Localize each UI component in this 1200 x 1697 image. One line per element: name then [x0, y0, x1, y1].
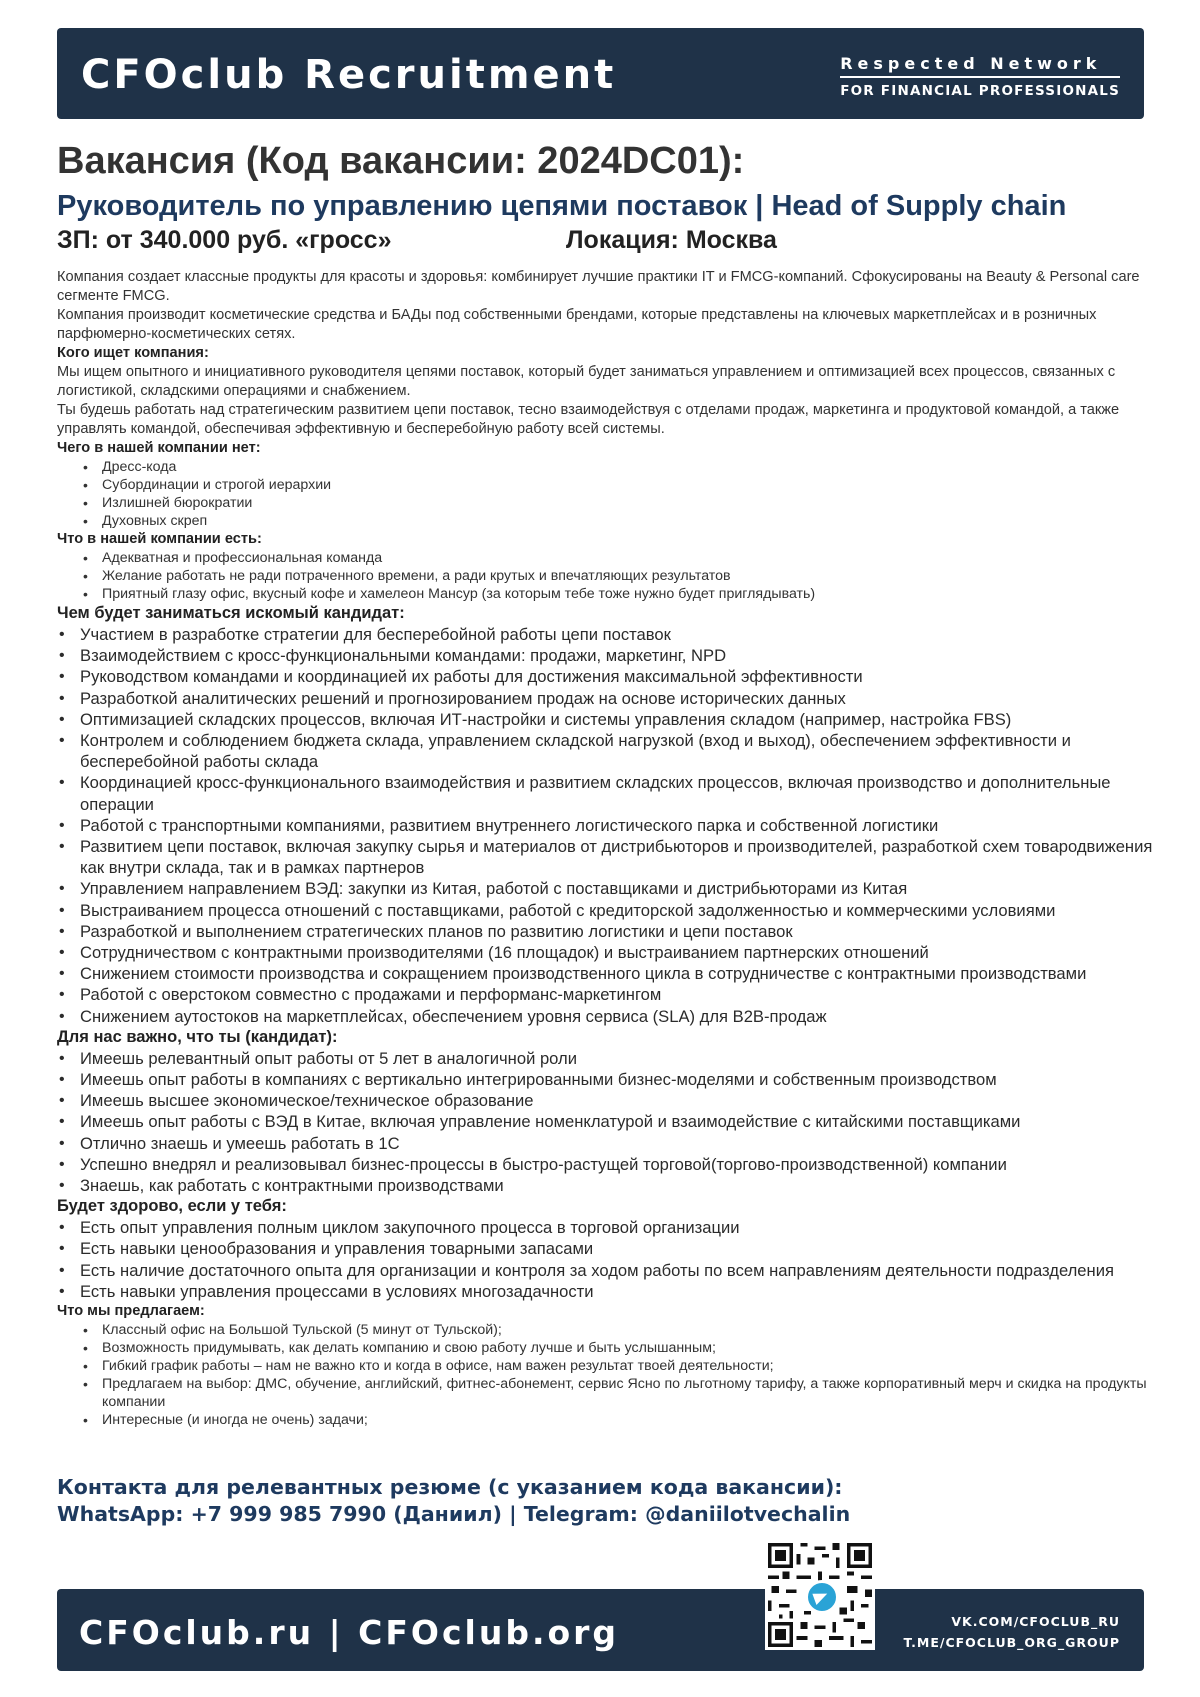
contact-line[interactable]: WhatsApp: +7 999 985 7990 (Даниил) | Telegram: @daniilotvechalin — [57, 1502, 851, 1526]
duties-heading: Чем будет заниматься искомый кандидат: — [57, 604, 405, 622]
list-item: • Есть навыки управления процессами в условиях многозадачности — [57, 1281, 1167, 1302]
list-item: • Сотрудничеством с контрактными производителями (16 площадок) и выстраиванием партнерских отношений — [57, 942, 1167, 963]
list-item: • Духовных скреп — [57, 512, 1167, 530]
list-item: • Работой с оверстоком совместно с продажами и перформанс-маркетингом — [57, 984, 1167, 1005]
offer-list — [57, 1321, 1167, 1429]
list-item: • Разработкой аналитических решений и прогнозированием продаж на основе исторических данных — [57, 688, 1167, 709]
list-item: • Имеешь опыт работы в компаниях с вертикально интегрированными бизнес-моделями и собственным производством — [57, 1069, 1167, 1090]
list-item: • Дресс-кода — [57, 458, 1167, 476]
list-item: • Желание работать не ради потраченного времени, а ради крутых и впечатляющих результатов — [57, 567, 1167, 585]
duties-list — [57, 624, 1167, 1027]
intro-paragraph: Компания производит косметические средства и БАДы под собственными брендами, которые представлены на ключевых маркетплейсах и в розничных парфюмерно-косметических сетях. — [57, 307, 1097, 342]
footer-link-vk[interactable]: VK.COM/CFOCLUB_RU — [951, 1614, 1120, 1629]
list-item: • Классный офис на Большой Тульской (5 минут от Тульской); — [57, 1321, 1167, 1339]
footer-banner — [57, 1589, 1144, 1671]
list-item: • Адекватная и профессиональная команда — [57, 549, 1167, 567]
vacancy-salary: ЗП: от 340.000 руб. «гросс» — [57, 226, 392, 254]
nice-to-have-list — [57, 1217, 1167, 1302]
list-item: • Есть опыт управления полным циклом закупочного процесса в торговой организации — [57, 1217, 1167, 1238]
list-item: • Выстраиванием процесса отношений с поставщиками, работой с кредиторской задолженностью и коммерческими условиями — [57, 900, 1167, 921]
footer-link-telegram[interactable]: T.ME/CFOCLUB_ORG_GROUP — [903, 1635, 1120, 1650]
list-item: • Снижением стоимости производства и сокращением производственного цикла в сотрудничестве с контрактными производствами — [57, 963, 1167, 984]
tagline-line2: FOR FINANCIAL PROFESSIONALS — [840, 83, 1120, 99]
intro-paragraph: Компания создает классные продукты для красоты и здоровья: комбинирует лучшие практики IT и FMCG-компаний. Сфокусированы на Beauty & Personal care сегменте FMCG. — [57, 269, 1140, 304]
list-item: • Предлагаем на выбор: ДМС, обучение, английский, фитнес-абонемент, сервис Ясно по льготному тарифу, а также корпоративный мерч и скидка на продукты компании — [57, 1375, 1167, 1411]
footer-links — [904, 1611, 1120, 1653]
list-item: • Участием в разработке стратегии для бесперебойной работы цепи поставок — [57, 624, 1167, 645]
nice-to-have-heading: Будет здорово, если у тебя: — [57, 1197, 287, 1216]
vacancy-location: Локация: Москва — [566, 226, 777, 254]
list-item: • Имеешь высшее экономическое/техническое образование — [57, 1090, 1167, 1111]
list-item: • Есть наличие достаточного опыта для организации и контроля за ходом работы по всем направлениям деятельности подразделения — [57, 1260, 1167, 1281]
header-banner — [57, 28, 1144, 119]
list-item: • Руководством командами и координацией их работы для достижения максимальной эффективности — [57, 666, 1167, 687]
who-paragraph: Ты будешь работать над стратегическим развитием цепи поставок, тесно взаимодействуя с отделами продаж, маркетинга и продуктовой командой, а также управлять командой, обеспечивая эффективную и бесперебойную работу всей системы. — [57, 402, 1120, 437]
list-item: • Оптимизацией складских процессов, включая ИТ-настройки и системы управления складом (например, настройка FBS) — [57, 709, 1167, 730]
tagline-line1: Respected Network — [840, 54, 1120, 78]
contact-line: Контакта для релевантных резюме (с указанием кода вакансии): — [57, 1475, 843, 1499]
list-item: • Снижением аутостоков на маркетплейсах, обеспечением уровня сервиса (SLA) для B2B-продаж — [57, 1006, 1167, 1027]
list-item: • Имеешь опыт работы с ВЭД в Китае, включая управление номенклатурой и взаимодействие с китайскими поставщиками — [57, 1111, 1167, 1132]
list-item: • Интересные (и иногда не очень) задачи; — [57, 1411, 1167, 1429]
requirements-list — [57, 1048, 1167, 1196]
requirements-heading: Для нас важно, что ты (кандидат): — [57, 1027, 338, 1046]
list-item: • Возможность придумывать, как делать компанию и свою работу лучше и быть услышанным; — [57, 1339, 1167, 1357]
list-item: • Работой с транспортными компаниями, развитием внутреннего логистического парка и собственной логистики — [57, 815, 1167, 836]
who-paragraph: Мы ищем опытного и инициативного руководителя цепями поставок, который будет заниматься управлением и оптимизацией всех процессов, связанных с логистикой, складскими операциями и снабжением. — [57, 364, 1116, 399]
list-item: • Гибкий график работы – нам не важно кто и когда в офисе, нам важен результат твоей деятельности; — [57, 1357, 1167, 1375]
vacancy-body — [57, 268, 1167, 1429]
in-company-heading: Что в нашей компании есть: — [57, 531, 262, 547]
vacancy-title: Вакансия (Код вакансии: 2024DC01): — [57, 140, 745, 182]
list-item: • Взаимодействием с кросс-функциональными командами: продажи, маркетинг, NPD — [57, 645, 1167, 666]
tagline — [840, 54, 1120, 99]
list-item: • Развитием цепи поставок, включая закупку сырья и материалов от дистрибьюторов и производителей, разработкой схем товародвижения как внутри склада, так и в рамках партнеров — [57, 836, 1167, 878]
list-item: • Субординации и строгой иерархии — [57, 476, 1167, 494]
vacancy-position: Руководитель по управлению цепями поставок | Head of Supply chain — [57, 190, 1067, 222]
list-item: • Приятный глазу офис, вкусный кофе и хамелеон Мансур (за которым тебе тоже нужно будет приглядывать) — [57, 585, 1167, 603]
who-heading: Кого ищет компания: — [57, 345, 209, 361]
footer-sites[interactable]: CFOclub.ru | CFOclub.org — [79, 1613, 620, 1652]
list-item: • Есть навыки ценообразования и управления товарными запасами — [57, 1238, 1167, 1259]
list-item: • Контролем и соблюдением бюджета склада, управлением складской нагрузкой (вход и выход), обеспечением эффективности и бесперебойной работы склада — [57, 730, 1167, 772]
list-item: • Излишней бюрократии — [57, 494, 1167, 512]
list-item: • Успешно внедрял и реализовывал бизнес-процессы в быстро-растущей торговой(торгово-производственной) компании — [57, 1154, 1167, 1175]
list-item: • Знаешь, как работать с контрактными производствами — [57, 1175, 1167, 1196]
list-item: • Отлично знаешь и умеешь работать в 1С — [57, 1133, 1167, 1154]
in-company-list — [57, 549, 1167, 603]
telegram-icon — [805, 1580, 839, 1614]
brand-logo: CFOclub Recruitment — [81, 52, 617, 98]
contact-block — [57, 1474, 850, 1528]
list-item: • Разработкой и выполнением стратегических планов по развитию логистики и цепи поставок — [57, 921, 1167, 942]
offer-heading: Что мы предлагаем: — [57, 1303, 205, 1320]
list-item: • Имеешь релевантный опыт работы от 5 лет в аналогичной роли — [57, 1048, 1167, 1069]
not-in-company-list — [57, 458, 1167, 530]
list-item: • Координацией кросс-функционального взаимодействия и развитием складских процессов, включая производство и дополнительные операции — [57, 772, 1167, 814]
list-item: • Управлением направлением ВЭД: закупки из Китая, работой с поставщиками и дистрибьюторами из Китая — [57, 878, 1167, 899]
not-in-company-heading: Чего в нашей компании нет: — [57, 440, 261, 456]
